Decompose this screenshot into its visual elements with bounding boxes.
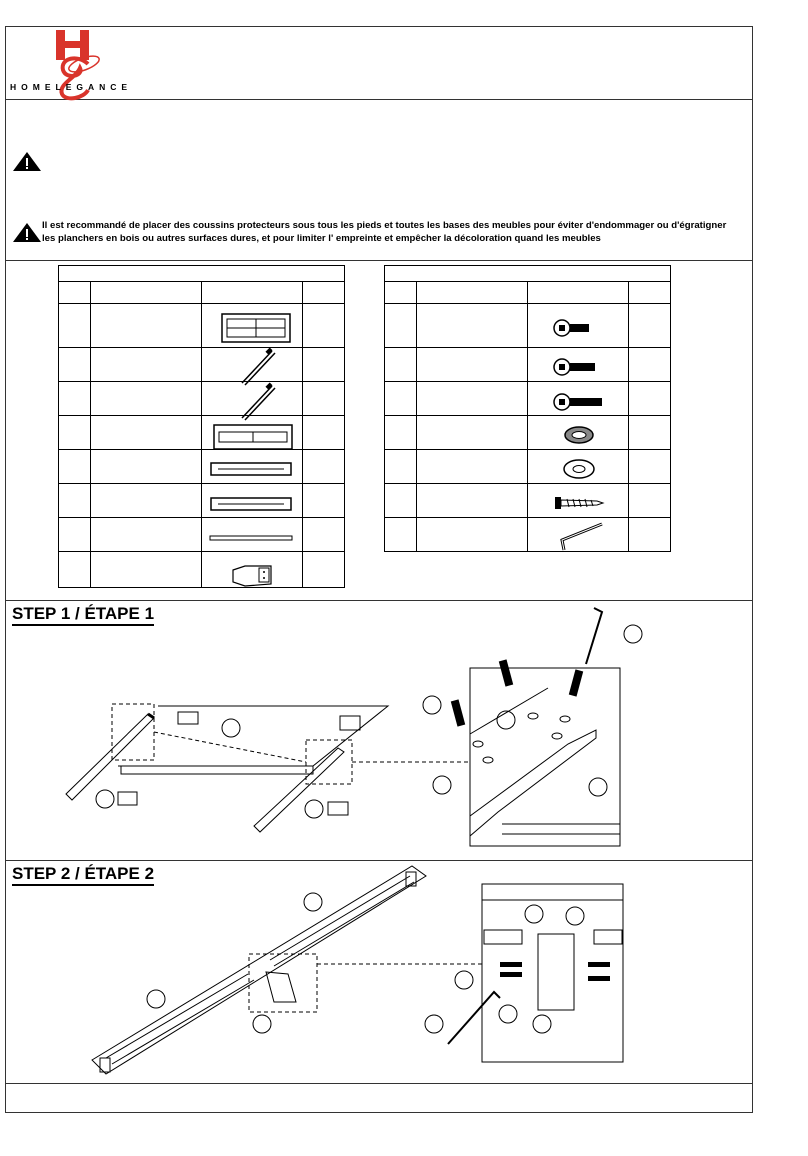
part-headboard-frame-illustration bbox=[221, 313, 291, 343]
table-row bbox=[59, 416, 345, 450]
table-row bbox=[385, 416, 671, 450]
table-row bbox=[385, 484, 671, 518]
allen-key-icon bbox=[556, 522, 606, 554]
table-row bbox=[59, 382, 345, 416]
table-header bbox=[59, 266, 345, 282]
table-row bbox=[59, 304, 345, 348]
washer-icon bbox=[563, 425, 595, 445]
washer-icon bbox=[562, 458, 596, 480]
table-row bbox=[59, 484, 345, 518]
screw-icon bbox=[553, 495, 605, 511]
step-2-diagram bbox=[8, 864, 748, 1084]
divider-top bbox=[5, 26, 752, 27]
part-footboard-illustration bbox=[213, 424, 293, 450]
bolt-icon bbox=[553, 318, 593, 338]
table-row bbox=[59, 552, 345, 588]
table-row bbox=[385, 382, 671, 416]
table-row bbox=[59, 450, 345, 484]
hardware-table bbox=[384, 265, 671, 552]
table-row bbox=[59, 518, 345, 552]
table-row bbox=[385, 518, 671, 552]
part-side-rail-illustration bbox=[210, 461, 292, 477]
floor-protection-notice: Il est recommandé de placer des coussins protecteurs sous tous les pieds et toutes les bases des meubles pour éviter d'endommager ou d'égratigner les planchers en bois ou autres surfaces dures, et pour limiter l' empreinte et empêcher la décoloration quand les meubles bbox=[42, 220, 727, 244]
table-header bbox=[385, 266, 671, 282]
part-side-rail-illustration bbox=[210, 496, 292, 512]
step-1-diagram bbox=[8, 604, 748, 854]
part-center-support-illustration bbox=[209, 535, 293, 541]
step-2-title: STEP 2 / ÉTAPE 2 bbox=[12, 864, 154, 886]
divider-bottom bbox=[5, 1112, 752, 1113]
warning-icon bbox=[12, 151, 42, 173]
part-slat-illustration bbox=[238, 347, 278, 387]
divider-warnings bbox=[5, 260, 752, 261]
divider-parts bbox=[5, 600, 752, 601]
step-1-title: STEP 1 / ÉTAPE 1 bbox=[12, 604, 154, 626]
bolt-icon bbox=[553, 357, 599, 377]
part-slat-illustration bbox=[238, 382, 278, 422]
table-row bbox=[385, 348, 671, 382]
table-row bbox=[59, 348, 345, 382]
table-row bbox=[385, 304, 671, 348]
divider-step1 bbox=[5, 860, 752, 861]
bolt-icon bbox=[553, 392, 605, 412]
table-row bbox=[385, 450, 671, 484]
brand-name: HOMELEGANCE bbox=[10, 82, 133, 92]
part-bracket-illustration bbox=[231, 564, 273, 588]
parts-table bbox=[58, 265, 345, 588]
warning-icon bbox=[12, 222, 42, 244]
